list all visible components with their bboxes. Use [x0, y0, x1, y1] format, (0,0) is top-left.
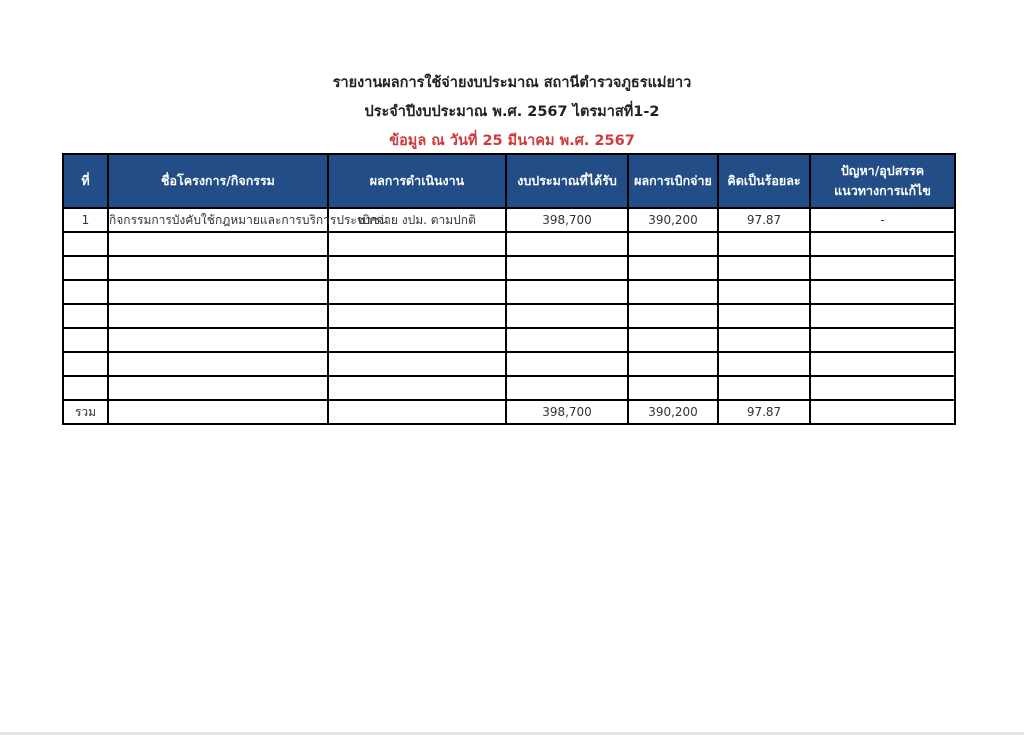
empty-cell [328, 256, 506, 280]
empty-cell [328, 328, 506, 352]
empty-cell [108, 232, 328, 256]
empty-cell [628, 376, 718, 400]
empty-cell [810, 232, 955, 256]
empty-table-row [63, 304, 955, 328]
empty-table-row [63, 256, 955, 280]
empty-cell [810, 352, 955, 376]
table-row [63, 208, 955, 232]
empty-cell [718, 256, 810, 280]
total-result [328, 400, 506, 424]
empty-cell [328, 280, 506, 304]
empty-cell [628, 256, 718, 280]
empty-cell [108, 376, 328, 400]
empty-table-row [63, 232, 955, 256]
empty-cell [506, 232, 628, 256]
empty-cell [63, 280, 108, 304]
empty-cell [628, 280, 718, 304]
total-disbursed: 390,200 [628, 400, 718, 424]
empty-table-row [63, 328, 955, 352]
empty-cell [506, 256, 628, 280]
empty-cell [810, 256, 955, 280]
header-issues: ปัญหา/อุปสรรค แนวทางการแก้ไข [810, 154, 955, 208]
header-no: ที่ [63, 154, 108, 208]
cell-budget: 398,700 [506, 208, 628, 232]
header-project: ชื่อโครงการ/กิจกรรม [108, 154, 328, 208]
empty-cell [810, 304, 955, 328]
empty-cell [63, 352, 108, 376]
empty-cell [63, 232, 108, 256]
header-budget: งบประมาณที่ได้รับ [506, 154, 628, 208]
cell-result: เบิกจ่าย งปม. ตามปกติ [328, 208, 506, 232]
empty-cell [718, 304, 810, 328]
cell-percent: 97.87 [718, 208, 810, 232]
empty-cell [108, 280, 328, 304]
empty-cell [108, 328, 328, 352]
empty-cell [63, 304, 108, 328]
empty-cell [810, 280, 955, 304]
empty-cell [718, 232, 810, 256]
table-header-row [63, 154, 955, 208]
empty-cell [328, 304, 506, 328]
empty-cell [108, 304, 328, 328]
empty-cell [628, 328, 718, 352]
empty-table-row [63, 280, 955, 304]
empty-cell [506, 328, 628, 352]
total-project [108, 400, 328, 424]
empty-cell [328, 352, 506, 376]
empty-cell [108, 256, 328, 280]
report-subtitle: ประจำปีงบประมาณ พ.ศ. 2567 ไตรมาสที่1-2 [364, 104, 660, 120]
empty-cell [506, 304, 628, 328]
empty-cell [506, 280, 628, 304]
cell-project: กิจกรรมการบังคับใช้กฎหมายและการบริการประชาชน [108, 208, 328, 232]
empty-cell [63, 256, 108, 280]
empty-cell [810, 376, 955, 400]
empty-cell [328, 232, 506, 256]
total-percent: 97.87 [718, 400, 810, 424]
report-title: รายงานผลการใช้จ่ายงบประมาณ สถานีตำรวจภูธรแม่ยาว [332, 75, 692, 91]
cell-disbursed: 390,200 [628, 208, 718, 232]
empty-cell [718, 280, 810, 304]
cell-no: 1 [63, 208, 108, 232]
empty-cell [63, 328, 108, 352]
empty-cell [628, 352, 718, 376]
budget-report-table [62, 153, 956, 425]
total-label: รวม [63, 400, 108, 424]
header-result: ผลการดำเนินงาน [328, 154, 506, 208]
empty-cell [628, 232, 718, 256]
empty-cell [63, 376, 108, 400]
empty-cell [506, 352, 628, 376]
empty-cell [328, 376, 506, 400]
header-percent: คิดเป็นร้อยละ [718, 154, 810, 208]
empty-cell [506, 376, 628, 400]
empty-cell [718, 376, 810, 400]
report-date: ข้อมูล ณ วันที่ 25 มีนาคม พ.ศ. 2567 [389, 133, 635, 149]
empty-table-row [63, 352, 955, 376]
total-issues [810, 400, 955, 424]
cell-issues: - [810, 208, 955, 232]
empty-cell [810, 328, 955, 352]
total-row [63, 400, 955, 424]
empty-cell [718, 352, 810, 376]
empty-cell [628, 304, 718, 328]
total-budget: 398,700 [506, 400, 628, 424]
header-disbursed: ผลการเบิกจ่าย [628, 154, 718, 208]
empty-cell [718, 328, 810, 352]
empty-cell [108, 352, 328, 376]
empty-table-row [63, 376, 955, 400]
